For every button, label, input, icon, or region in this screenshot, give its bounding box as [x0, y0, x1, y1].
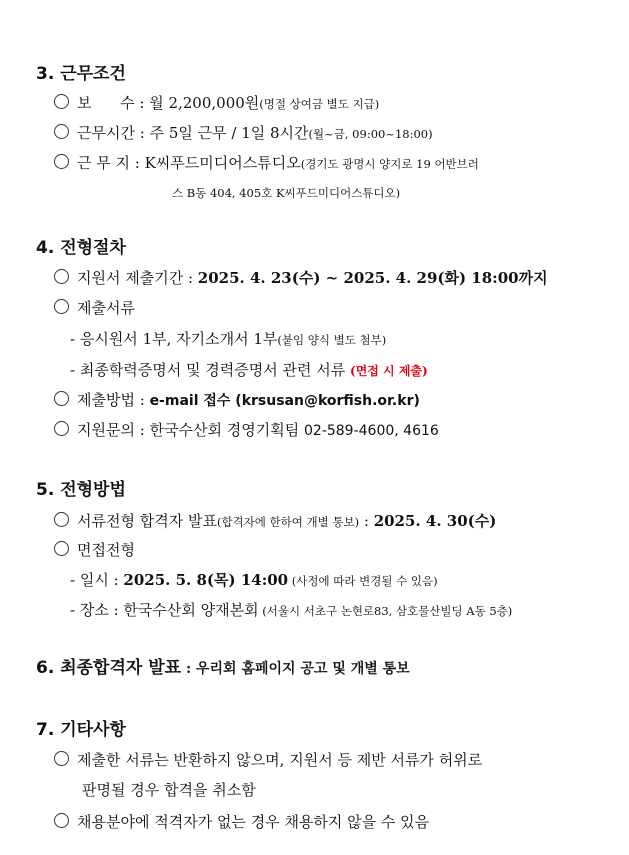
pay-line: 보 수 : 월 2,200,000원(명절 상여금 별도 지급) [54, 93, 379, 114]
doc-item: - 최종학력증명서 및 경력증명서 관련 서류 (면접 시 제출) [70, 361, 428, 379]
circle-bullet-icon [54, 541, 69, 556]
circle-bullet-icon [54, 299, 69, 314]
section-title: 5. 전형방법 [36, 480, 126, 500]
period-line: 지원서 제출기간 : 2025. 4. 23(수) ~ 2025. 4. 29(화) 18:00까지 [54, 268, 548, 288]
circle-bullet-icon [54, 391, 69, 406]
circle-bullet-icon [54, 124, 69, 139]
circle-bullet-icon [54, 421, 69, 436]
section-title: 6. 최종합격자 발표 : 우리회 홈페이지 공고 및 개별 통보 [36, 658, 410, 678]
interview-line: 면접전형 [54, 540, 135, 560]
circle-bullet-icon [54, 751, 69, 766]
circle-bullet-icon [54, 512, 69, 527]
section-title: 7. 기타사항 [36, 720, 126, 740]
contact-line: 지원문의 : 한국수산회 경영기획팀 02-589-4600, 4616 [54, 420, 439, 441]
note-item: 제출한 서류는 반환하지 않으며, 지원서 등 제반 서류가 허위로 [54, 750, 482, 770]
docs-line: 제출서류 [54, 298, 135, 318]
circle-bullet-icon [54, 154, 69, 169]
circle-bullet-icon [54, 94, 69, 109]
circle-bullet-icon [54, 813, 69, 828]
method-line: 제출방법 : e-mail 접수 (krsusan@korfish.or.kr) [54, 390, 420, 411]
hours-line: 근무시간 : 주 5일 근무 / 1일 8시간(월~금, 09:00~18:00) [54, 123, 433, 144]
circle-bullet-icon [54, 269, 69, 284]
place-line: 근 무 지 : K씨푸드미디어스튜디오(경기도 광명시 양지로 19 어반브러 [54, 153, 479, 174]
section-title: 4. 전형절차 [36, 238, 126, 258]
place-note-cont: 스 B동 404, 405호 K씨푸드미디어스튜디오) [172, 186, 401, 200]
note-item: 채용분야에 적격자가 없는 경우 채용하지 않을 수 있음 [54, 812, 429, 832]
note-item-cont: 판명될 경우 합격을 취소함 [82, 781, 256, 799]
doc-result-line: 서류전형 합격자 발표(합격자에 한하여 개별 통보) : 2025. 4. 30(수) [54, 511, 496, 532]
doc-item: - 응시원서 1부, 자기소개서 1부(붙임 양식 별도 첨부) [70, 330, 387, 348]
section-title: 3. 근무조건 [36, 64, 126, 84]
interview-date: - 일시 : 2025. 5. 8(목) 14:00 (사정에 따라 변경될 수 있음) [70, 571, 438, 589]
interview-place: - 장소 : 한국수산회 양재본회 (서울시 서초구 논현로83, 삼호물산빌딩 A동 5층) [70, 601, 513, 619]
